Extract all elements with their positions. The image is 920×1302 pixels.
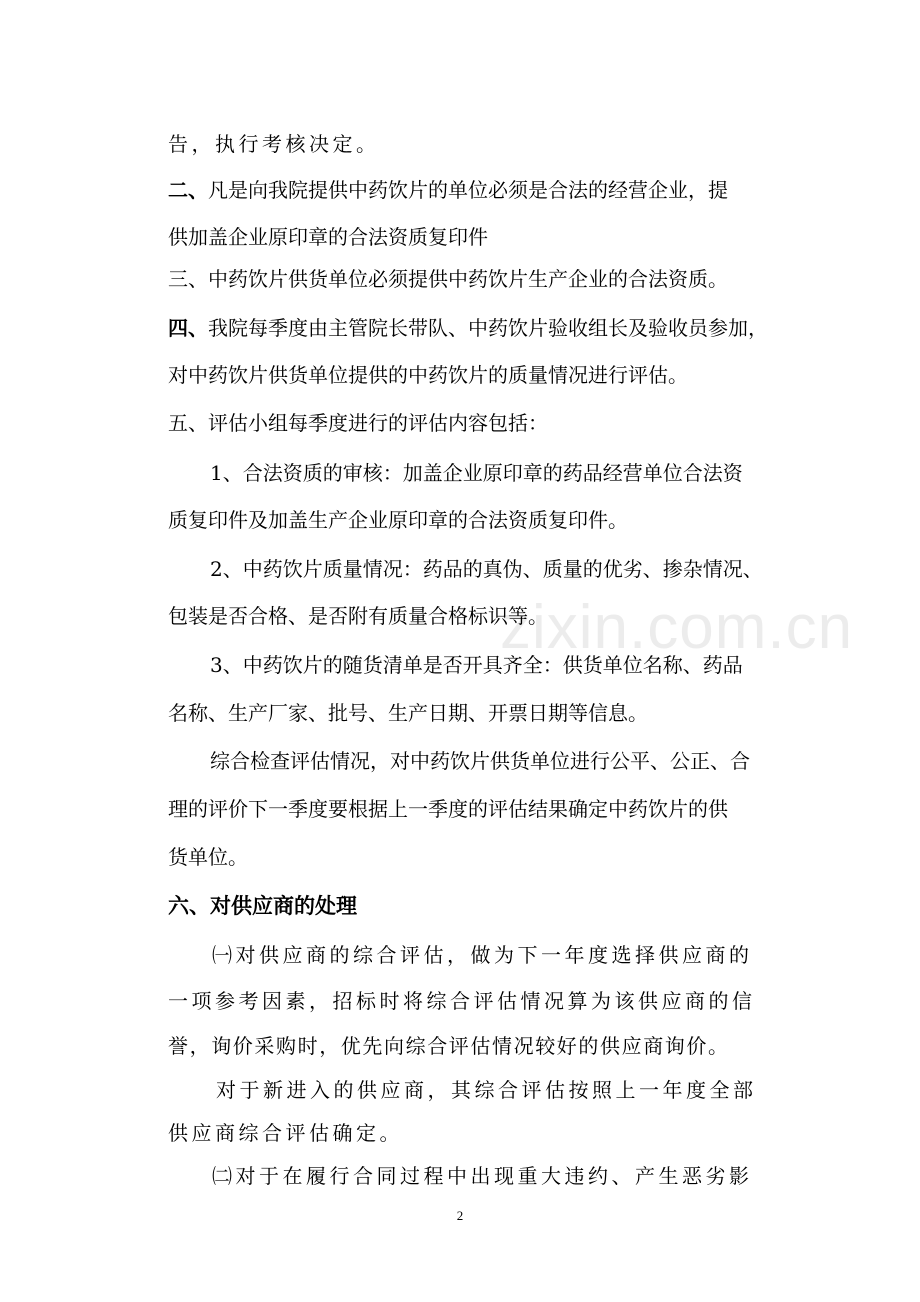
text-line-10 xyxy=(210,556,763,582)
text-line-6 xyxy=(168,362,688,388)
watermark-text: zixin.com.cn xyxy=(500,593,854,662)
section-number-2: 二、 xyxy=(168,178,208,202)
text-segment: 2、中药饮片质量情况：药品的真伪、质量的优劣、掺杂情况、 xyxy=(210,557,763,581)
section-number-4: 四、 xyxy=(168,316,208,340)
text-line-16 xyxy=(168,844,248,870)
text-line-11 xyxy=(168,603,548,629)
text-line-15 xyxy=(168,796,728,822)
text-line-12 xyxy=(210,652,743,678)
text-line-5 xyxy=(168,315,768,341)
text-segment: ㈡对于在履行合同过程中出现重大违约、产生恶劣影 xyxy=(212,1164,753,1188)
text-line-18 xyxy=(212,942,753,968)
text-line-23 xyxy=(212,1163,753,1189)
text-segment: 3、中药饮片的随货清单是否开具齐全：供货单位名称、药品 xyxy=(210,653,743,677)
text-segment: 对中药饮片供货单位提供的中药饮片的质量情况进行评估。 xyxy=(168,363,688,387)
text-line-14 xyxy=(210,748,750,774)
page-number: 2 xyxy=(456,1208,464,1223)
text-segment: 名称、生产厂家、批号、生产日期、开票日期等信息。 xyxy=(168,701,648,725)
text-segment: 五、评估小组每季度进行的评估内容包括： xyxy=(168,411,548,435)
text-segment: 誉，询价采购时，优先向综合评估情况较好的供应商询价。 xyxy=(168,1034,730,1058)
text-line-1 xyxy=(168,131,380,157)
text-segment: 凡是向我院提供中药饮片的单位必须是合法的经营企业，提 xyxy=(208,178,728,202)
text-segment: 对于新进入的供应商，其综合评估按照上一年度全部 xyxy=(216,1078,757,1102)
text-line-22 xyxy=(168,1120,403,1146)
text-line-4 xyxy=(168,266,728,292)
text-line-2 xyxy=(168,177,728,203)
text-segment: 供加盖企业原印章的合法资质复印件 xyxy=(168,225,488,249)
text-segment: ㈠对供应商的综合评估，做为下一年度选择供应商的 xyxy=(212,943,753,967)
text-segment: 我院每季度由主管院长带队、中药饮片验收组长及验收员参加， xyxy=(208,316,768,340)
text-segment: 告，执行考核决定。 xyxy=(168,132,380,156)
text-segment: 综合检查评估情况，对中药饮片供货单位进行公平、公正、合 xyxy=(210,749,750,773)
text-line-7 xyxy=(168,410,548,436)
text-segment: 质复印件及加盖生产企业原印章的合法资质复印件。 xyxy=(168,508,628,532)
text-segment: 三、中药饮片供货单位必须提供中药饮片生产企业的合法资质。 xyxy=(168,267,728,291)
text-segment: 供应商综合评估确定。 xyxy=(168,1121,403,1145)
section-heading-text: 六、对供应商的处理 xyxy=(168,894,357,918)
text-segment: 理的评价下一季度要根据上一季度的评估结果确定中药饮片的供 xyxy=(168,797,728,821)
text-segment: 1、合法资质的审核：加盖企业原印章的药品经营单位合法资 xyxy=(210,461,743,485)
text-segment: 包装是否合格、是否附有质量合格标识等。 xyxy=(168,604,548,628)
text-segment: 货单位。 xyxy=(168,845,248,869)
text-line-21 xyxy=(216,1077,757,1103)
text-line-19 xyxy=(168,988,756,1014)
section-heading xyxy=(168,893,357,919)
text-line-3 xyxy=(168,224,488,250)
text-line-20 xyxy=(168,1033,730,1059)
text-line-9 xyxy=(168,507,628,533)
text-segment: 一项参考因素，招标时将综合评估情况算为该供应商的信 xyxy=(168,989,756,1013)
text-line-8 xyxy=(210,460,743,486)
text-line-13 xyxy=(168,700,648,726)
